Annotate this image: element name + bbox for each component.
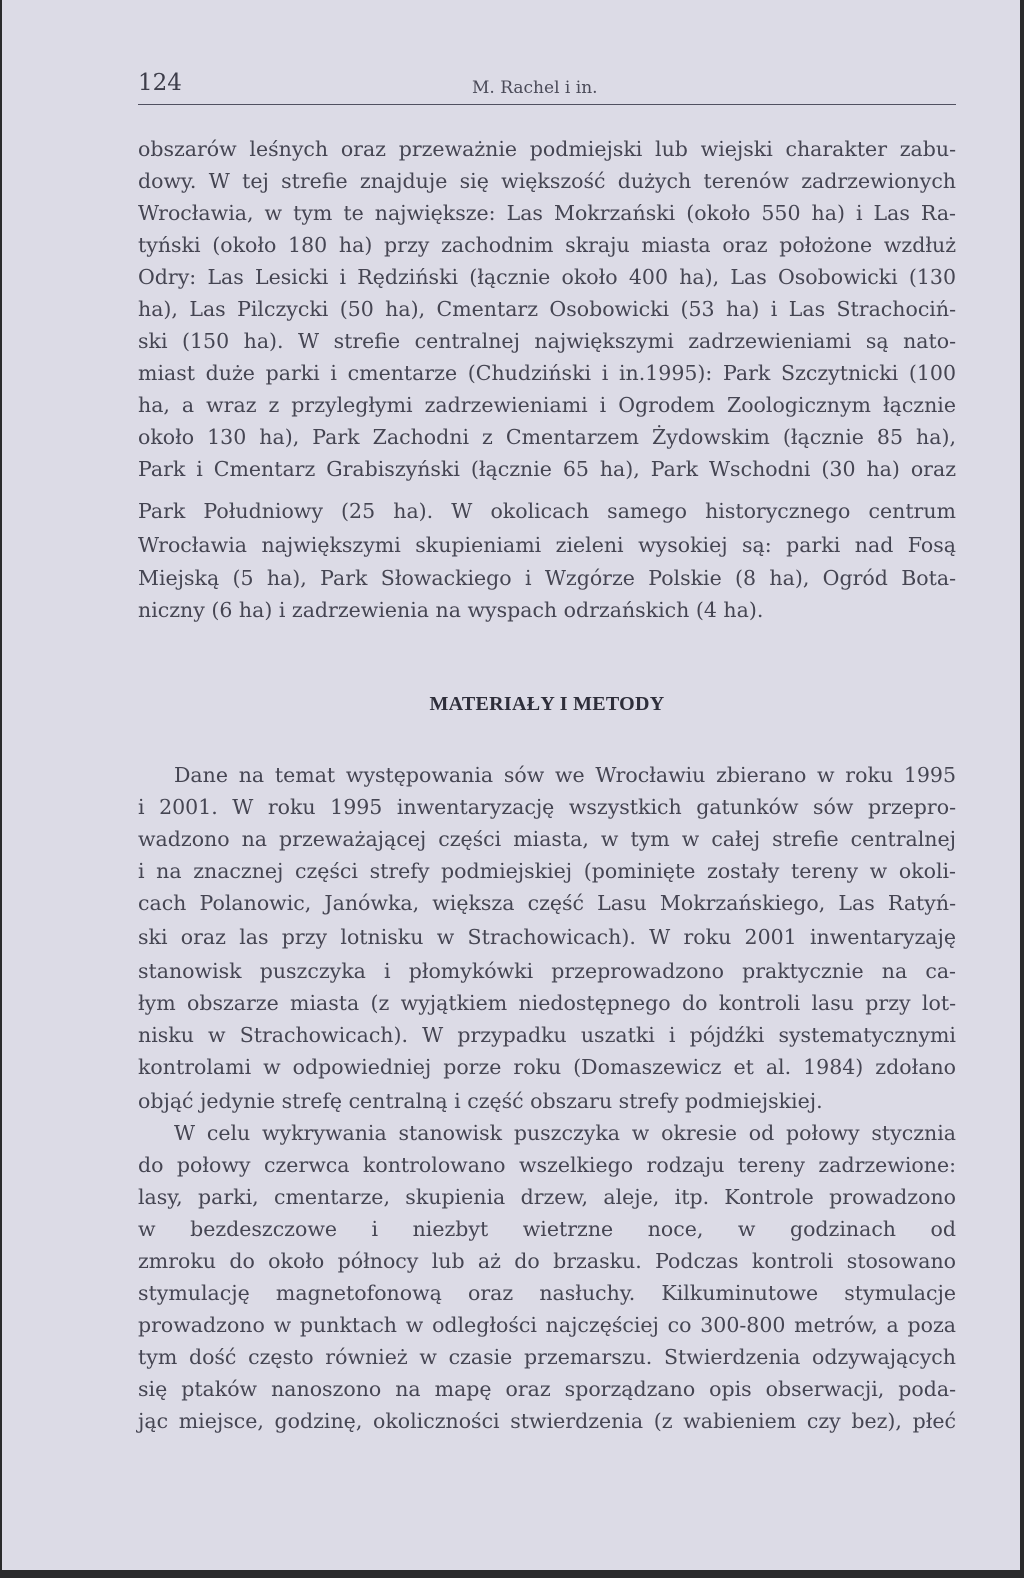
- text-line: około 130 ha), Park Zachodni z Cmentarzem Żydowskim (łącznie 85 ha),: [138, 425, 956, 449]
- text-line: dowy. W tej strefie znajduje się większość dużych terenów zadrzewionych: [138, 169, 956, 193]
- text-line: Miejską (5 ha), Park Słowackiego i Wzgórze Polskie (8 ha), Ogród Bota-: [138, 566, 956, 590]
- text-line: w bezdeszczowe i niezbyt wietrzne noce, w godzinach od: [138, 1217, 956, 1241]
- text-line: obszarów leśnych oraz przeważnie podmiejski lub wiejski charakter zabu-: [138, 137, 956, 161]
- text-line: do połowy czerwca kontrolowano wszelkiego rodzaju tereny zadrzewione:: [138, 1153, 956, 1177]
- text-line: Odry: Las Lesicki i Rędziński (łącznie około 400 ha), Las Osobowicki (130: [138, 265, 956, 289]
- text-line: prowadzono w punktach w odległości najczęściej co 300-800 metrów, a poza: [138, 1313, 956, 1337]
- text-line: Dane na temat występowania sów we Wrocławiu zbierano w roku 1995: [174, 763, 956, 787]
- text-line: i na znacznej części strefy podmiejskiej (pominięte zostały tereny w okoli-: [138, 859, 956, 883]
- text-line: ski (150 ha). W strefie centralnej największymi zadrzewieniami są nato-: [138, 329, 956, 353]
- text-line: lasy, parki, cmentarze, skupienia drzew, aleje, itp. Kontrole prowadzono: [138, 1185, 956, 1209]
- running-head: M. Rachel i in.: [472, 78, 598, 98]
- book-page: [2, 0, 1020, 1570]
- text-line: nisku w Strachowicach). W przypadku uszatki i pójdźki systematycznymi: [138, 1023, 956, 1047]
- text-line: stymulację magnetofonową oraz nasłuchy. Kilkuminutowe stymulacje: [138, 1281, 956, 1305]
- text-line: miast duże parki i cmentarze (Chudziński i in.1995): Park Szczytnicki (100: [138, 361, 956, 385]
- page-number: 124: [138, 70, 182, 96]
- text-line: ha, a wraz z przyległymi zadrzewieniami i Ogrodem Zoologicznym łącznie: [138, 393, 956, 417]
- text-line: Park i Cmentarz Grabiszyński (łącznie 65 ha), Park Wschodni (30 ha) oraz: [138, 457, 956, 481]
- text-line: cach Polanowic, Janówka, większa część Lasu Mokrzańskiego, Las Ratyń-: [138, 891, 956, 915]
- text-line: tyński (około 180 ha) przy zachodnim skraju miasta oraz położone wzdłuż: [138, 233, 956, 257]
- page-header: [138, 70, 956, 105]
- text-line: wadzono na przeważającej części miasta, w tym w całej strefie centralnej: [138, 827, 956, 851]
- text-line: ski oraz las przy lotnisku w Strachowicach). W roku 2001 inwentaryzaję: [138, 925, 956, 949]
- text-line: Wrocławia największymi skupieniami zieleni wysokiej są: parki nad Fosą: [138, 533, 956, 557]
- text-line: kontrolami w odpowiedniej porze roku (Domaszewicz et al. 1984) zdołano: [138, 1055, 956, 1079]
- text-line: Wrocławia, w tym te największe: Las Mokrzański (około 550 ha) i Las Ra-: [138, 201, 956, 225]
- text-line: i 2001. W roku 1995 inwentaryzację wszystkich gatunków sów przepro-: [138, 795, 956, 819]
- text-line: tym dość często również w czasie przemarszu. Stwierdzenia odzywających: [138, 1345, 956, 1369]
- section-heading: MATERIAŁY I METODY: [429, 693, 665, 715]
- text-line: łym obszarze miasta (z wyjątkiem niedostępnego do kontroli lasu przy lot-: [138, 991, 956, 1015]
- text-line: objąć jedynie strefę centralną i część obszaru strefy podmiejskiej.: [138, 1089, 823, 1113]
- text-line: zmroku do około północy lub aż do brzasku. Podczas kontroli stosowano: [138, 1249, 956, 1273]
- text-line: niczny (6 ha) i zadrzewienia na wyspach odrzańskich (4 ha).: [138, 598, 764, 622]
- text-line: W celu wykrywania stanowisk puszczyka w okresie od połowy stycznia: [174, 1121, 956, 1145]
- text-line: się ptaków nanoszono na mapę oraz sporządzano opis obserwacji, poda-: [138, 1377, 956, 1401]
- text-line: stanowisk puszczyka i płomykówki przeprowadzono praktycznie na ca-: [138, 959, 956, 983]
- text-line: Park Południowy (25 ha). W okolicach samego historycznego centrum: [138, 499, 956, 523]
- text-line: jąc miejsce, godzinę, okoliczności stwierdzenia (z wabieniem czy bez), płeć: [138, 1409, 956, 1433]
- text-line: ha), Las Pilczycki (50 ha), Cmentarz Osobowicki (53 ha) i Las Strachociń-: [138, 297, 956, 321]
